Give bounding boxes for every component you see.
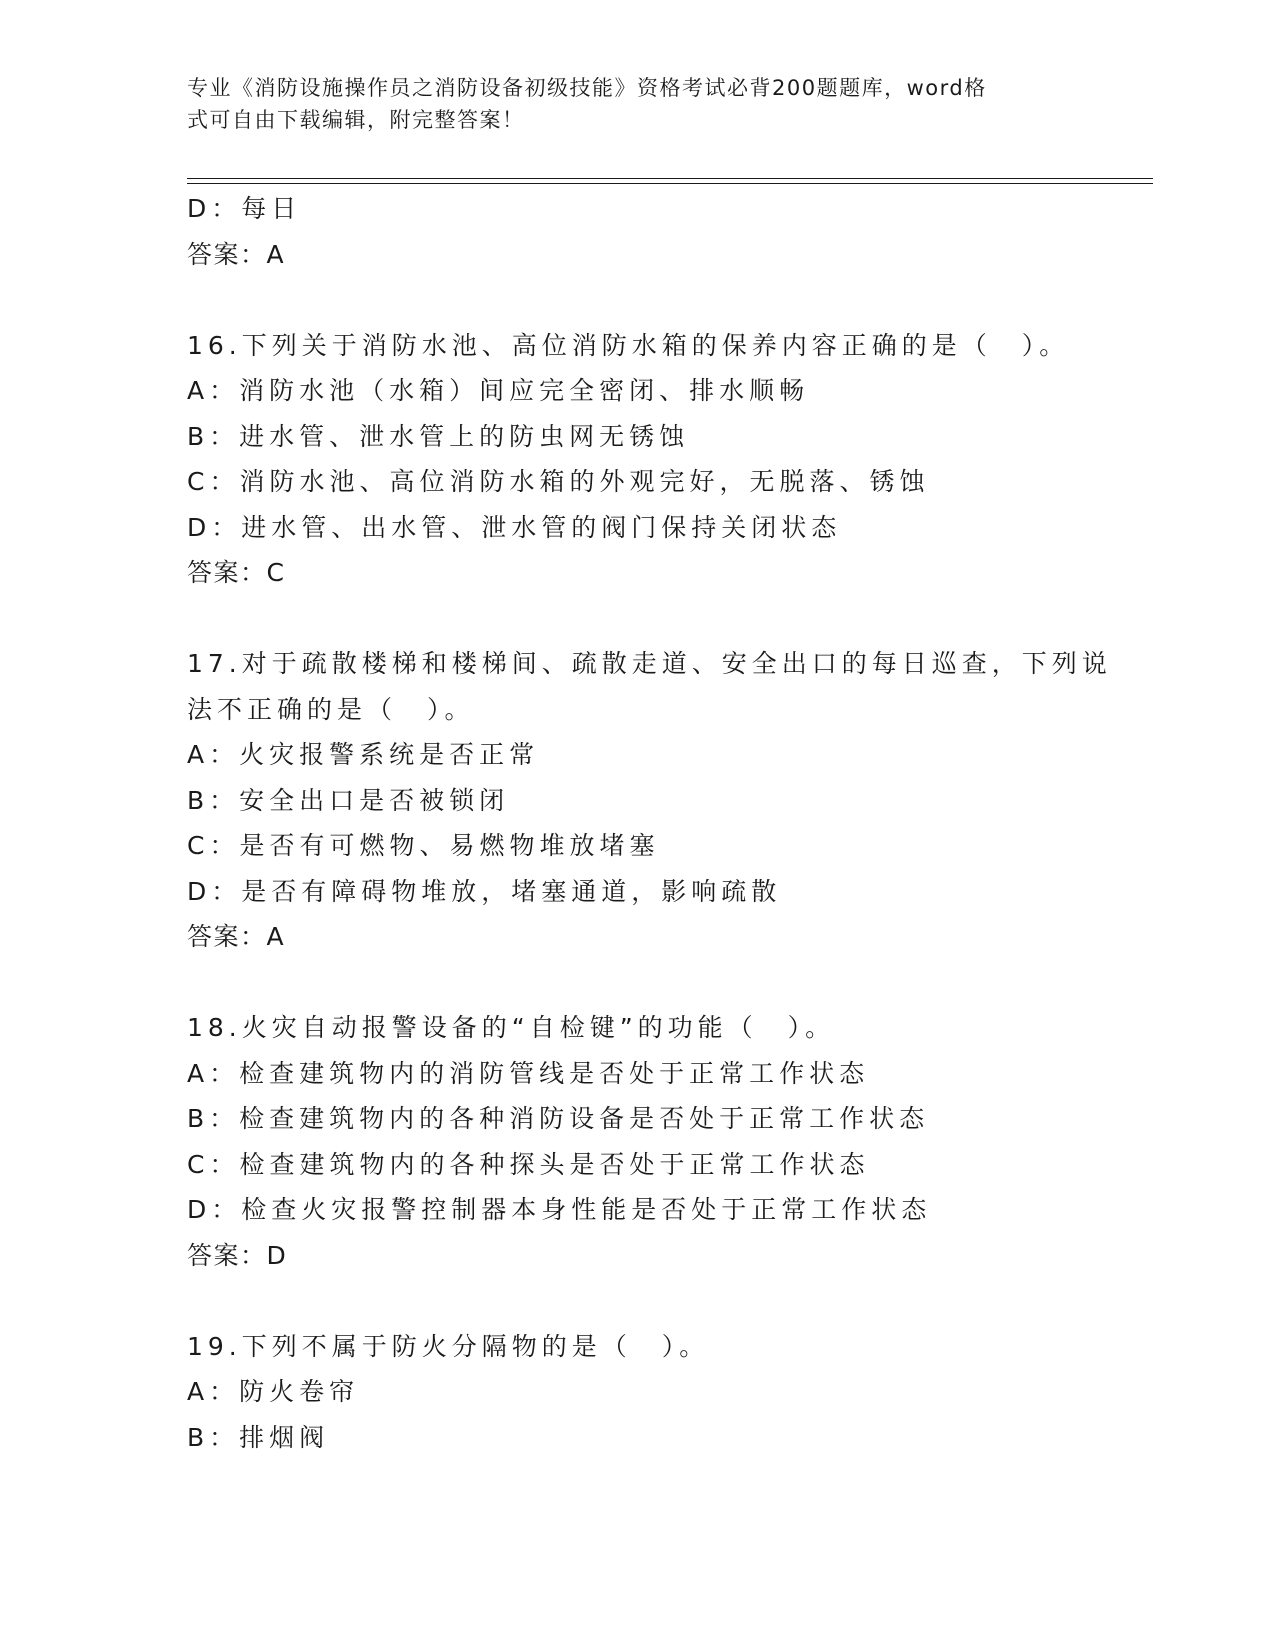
header-line-2: 式可自由下载编辑，附完整答案！ — [187, 108, 525, 132]
question-17 — [187, 641, 1153, 960]
document-header — [187, 72, 1067, 136]
question-stem: 18.火灾自动报警设备的“自检键”的功能（ ）。 — [187, 1013, 836, 1042]
header-divider-top — [187, 178, 1153, 179]
question-stem-continued: 法不正确的是（ ）。 — [187, 694, 475, 724]
header-line-1: 专业《消防设施操作员之消防设备初级技能》资格考试必背200题题库，word格 — [187, 76, 987, 100]
option-d: D：检查火灾报警控制器本身性能是否处于正常工作状态 — [187, 1195, 932, 1224]
question-18 — [187, 1005, 1153, 1278]
spacer — [187, 960, 1153, 1006]
option-a: A：防火卷帘 — [187, 1377, 360, 1406]
question-list — [187, 186, 1153, 1460]
answer: 答案：D — [187, 1240, 288, 1270]
option-c: C：检查建筑物内的各种探头是否处于正常工作状态 — [187, 1149, 870, 1179]
spacer — [187, 277, 1153, 323]
spacer — [187, 1278, 1153, 1324]
option-a: A：消防水池（水箱）间应完全密闭、排水顺畅 — [187, 376, 810, 405]
option-d: D：是否有障碍物堆放，堵塞通道，影响疏散 — [187, 876, 782, 906]
answer: 答案：C — [187, 558, 286, 587]
option-d: D：每日 — [187, 194, 302, 223]
option-b: B：安全出口是否被锁闭 — [187, 785, 510, 815]
option-a: A：火灾报警系统是否正常 — [187, 740, 540, 769]
answer: 答案：A — [187, 239, 286, 269]
answer: 答案：A — [187, 922, 286, 951]
spacer — [187, 596, 1153, 642]
question-16 — [187, 323, 1153, 596]
option-a: A：检查建筑物内的消防管线是否处于正常工作状态 — [187, 1058, 870, 1088]
option-b: B：检查建筑物内的各种消防设备是否处于正常工作状态 — [187, 1104, 930, 1133]
question-stem: 17.对于疏散楼梯和楼梯间、疏散走道、安全出口的每日巡查，下列说 — [187, 649, 1112, 678]
header-divider-bottom — [187, 183, 1153, 184]
option-d: D：进水管、出水管、泄水管的阀门保持关闭状态 — [187, 512, 842, 542]
question-stem: 19.下列不属于防火分隔物的是（ ）。 — [187, 1331, 710, 1361]
question-stem: 16.下列关于消防水池、高位消防水箱的保养内容正确的是（ ）。 — [187, 330, 1070, 360]
option-c: C：消防水池、高位消防水箱的外观完好，无脱落、锈蚀 — [187, 467, 930, 496]
option-b: B：进水管、泄水管上的防虫网无锈蚀 — [187, 421, 690, 451]
option-b: B：排烟阀 — [187, 1422, 330, 1452]
question-19 — [187, 1324, 1153, 1461]
option-c: C：是否有可燃物、易燃物堆放堵塞 — [187, 831, 660, 860]
